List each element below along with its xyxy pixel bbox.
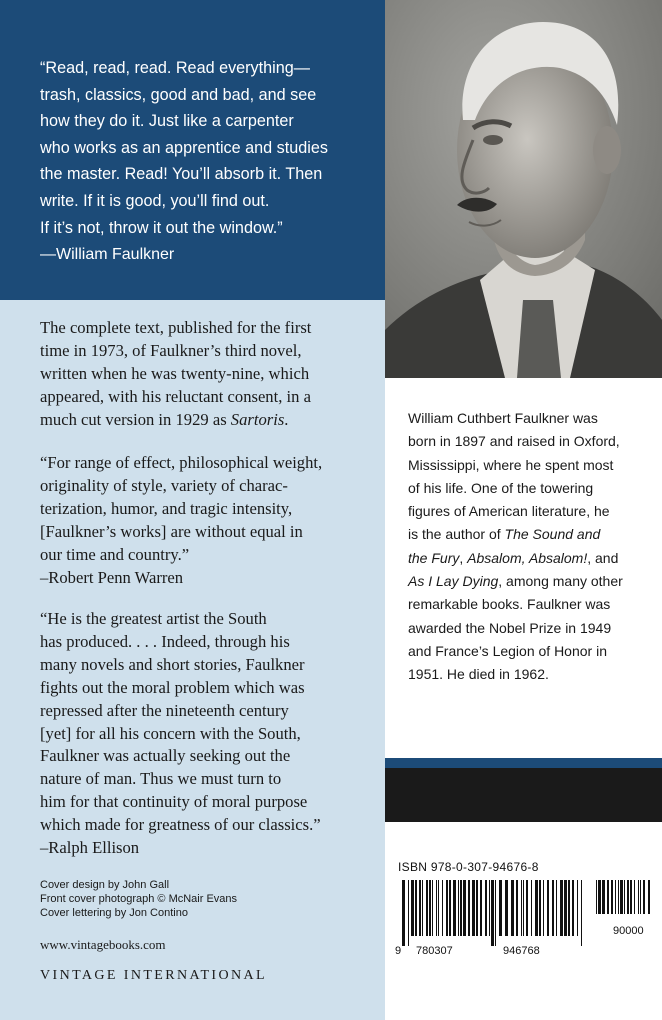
barcode-bar (511, 880, 514, 936)
barcode-bar (572, 880, 574, 936)
barcode-bar (411, 880, 414, 936)
bio-line: 1951. He died in 1962. (408, 666, 549, 683)
praise-line: repressed after the nineteenth century (40, 700, 289, 720)
barcode-bar (624, 880, 625, 914)
description-text: much cut version in 1929 as (40, 409, 231, 429)
praise-line: “For range of effect, philosophical weight, (40, 453, 323, 472)
barcode-bar (463, 880, 466, 936)
faulkner-quote (40, 55, 370, 241)
author-bio (408, 407, 653, 687)
praise-line: terization, humor, and tragic intensity, (40, 498, 293, 518)
praise-line: which made for greatness of our classics.” (40, 815, 321, 835)
barcode-bar (547, 880, 549, 936)
description-line: written when he was twenty-nine, which (40, 363, 310, 383)
barcode-bar (432, 880, 433, 936)
barcode-bar (598, 880, 601, 914)
quote-line: write. If it is good, you’ll find out. (40, 191, 270, 210)
barcode-bar (446, 880, 448, 936)
barcode-bar (618, 880, 619, 914)
barcode-bar (596, 880, 597, 914)
barcode-bar (429, 880, 431, 936)
barcode-bar (648, 880, 650, 914)
praise-line: him for that continuity of moral purpose (40, 792, 308, 812)
praise-line: many novels and short stories, Faulkner (40, 654, 305, 674)
barcode-bar (402, 880, 405, 946)
barcode-bar (552, 880, 554, 936)
barcode-bar (630, 880, 632, 914)
barcode-bar (564, 880, 567, 936)
bio-text: , and (587, 549, 619, 566)
barcode-bar (516, 880, 518, 936)
description-line (40, 409, 375, 432)
praise-line: originality of style, variety of charac- (40, 475, 288, 495)
barcode-bar (539, 880, 541, 936)
quote-line: how they do it. Just like a carpenter (40, 112, 294, 131)
praise-line: Faulkner was actually seeking out the (40, 746, 291, 766)
description-line: The complete text, published for the first (40, 318, 312, 337)
praise-line: nature of man. Thus we must turn to (40, 769, 282, 789)
barcode-bar (643, 880, 645, 914)
isbn-barcode (398, 880, 588, 946)
barcode-bar (436, 880, 437, 936)
praise-line: has produced. . . . Indeed, through his (40, 631, 290, 651)
praise-warren (40, 452, 375, 589)
book-title: The Sound and (504, 526, 601, 543)
barcode-bar (476, 880, 478, 936)
bio-line: of his life. One of the towering (408, 479, 594, 496)
barcode-digits-left: 780307 (416, 945, 453, 957)
barcode-bar (442, 880, 443, 936)
barcode-addon-digits: 90000 (613, 925, 644, 937)
barcode-bar (556, 880, 557, 936)
barcode-bar (634, 880, 635, 914)
book-description (40, 317, 375, 432)
barcode-bar (526, 880, 528, 936)
barcode-bar (468, 880, 470, 936)
praise-line: fights out the moral problem which was (40, 677, 305, 697)
bio-line (408, 547, 653, 570)
barcode-bar (615, 880, 616, 914)
praise-attribution: –Robert Penn Warren (40, 567, 184, 587)
barcode-bar (491, 880, 494, 946)
cover-credits (40, 878, 237, 920)
praise-line: our time and country.” (40, 544, 190, 564)
barcode-bar (422, 880, 423, 936)
barcode-bar (489, 880, 490, 936)
barcode-bar (581, 880, 582, 946)
barcode-bar (602, 880, 605, 914)
barcode-bar (408, 880, 409, 946)
bio-line: awarded the Nobel Prize in 1949 (408, 619, 612, 636)
accent-stripe (385, 758, 662, 768)
barcode-bar (640, 880, 641, 914)
barcode-bar (568, 880, 570, 936)
bio-text: , (459, 549, 468, 566)
barcode-bar (415, 880, 417, 936)
barcode-bar (543, 880, 544, 936)
description-text: . (284, 409, 289, 429)
barcode-lead-digit: 9 (395, 945, 402, 957)
barcode-bar (419, 880, 421, 936)
quote-line: If it’s not, throw it out the window.” (40, 218, 283, 237)
barcode-digits-right: 946768 (503, 945, 540, 957)
description-line: time in 1973, of Faulkner’s third novel, (40, 340, 302, 360)
credit-line: Cover lettering by Jon Contino (40, 907, 188, 919)
praise-attribution: –Ralph Ellison (40, 838, 140, 858)
praise-line: [Faulkner’s works] are without equal in (40, 521, 303, 541)
praise-line: [yet] for all his concern with the South, (40, 723, 301, 743)
price-addon-barcode (592, 880, 654, 924)
bio-text: , among many other (498, 573, 623, 590)
barcode-bar (523, 880, 524, 936)
quote-line: who works as an apprentice and studies (40, 138, 328, 157)
quote-attribution: —William Faulkner (40, 246, 175, 263)
barcode-bar (620, 880, 623, 914)
barcode-bar (480, 880, 482, 936)
book-title-sartoris: Sartoris (230, 409, 285, 429)
bio-line (408, 570, 653, 593)
barcode-bar (521, 880, 522, 936)
barcode-bar (495, 880, 496, 946)
barcode-bar (607, 880, 609, 914)
barcode-bar (472, 880, 475, 936)
barcode-bar (505, 880, 508, 936)
bio-line: figures of American literature, he (408, 503, 610, 520)
barcode-bar (531, 880, 532, 936)
barcode-bar (499, 880, 502, 936)
barcode-bar (535, 880, 538, 936)
barcode-bar (638, 880, 639, 914)
barcode-bar (611, 880, 613, 914)
publisher-imprint: VINTAGE INTERNATIONAL (40, 968, 267, 983)
barcode-bar (458, 880, 459, 936)
book-title: As I Lay Dying (408, 573, 499, 590)
bio-line: and France’s Legion of Honor in (408, 642, 607, 659)
quote-line: “Read, read, read. Read everything— (40, 59, 310, 77)
barcode-bar (438, 880, 439, 936)
author-photo (385, 0, 662, 378)
praise-line: “He is the greatest artist the South (40, 609, 267, 628)
bio-line: remarkable books. Faulkner was (408, 596, 611, 613)
credit-line: Front cover photograph © McNair Evans (40, 893, 238, 905)
bio-line (408, 523, 653, 546)
bio-line: William Cuthbert Faulkner was (408, 410, 598, 426)
barcode-bar (577, 880, 578, 936)
publisher-website: www.vintagebooks.com (40, 937, 166, 952)
barcode-bar (453, 880, 456, 936)
quote-line: the master. Read! You’ll absorb it. Then (40, 165, 323, 184)
bio-line: Mississippi, where he spent most (408, 456, 614, 473)
barcode-bar (426, 880, 428, 936)
quote-line: trash, classics, good and bad, and see (40, 85, 317, 104)
bio-text: is the author of (408, 526, 505, 543)
bio-line: born in 1897 and raised in Oxford, (408, 433, 620, 450)
barcode-bar (485, 880, 487, 936)
book-title: the Fury (408, 549, 460, 566)
credit-line: Cover design by John Gall (40, 879, 170, 891)
description-line: appeared, with his reluctant consent, in a (40, 386, 311, 406)
barcode-bar (460, 880, 462, 936)
barcode-bar (449, 880, 451, 936)
isbn-label: ISBN 978-0-307-94676-8 (398, 860, 539, 874)
book-title: Absalom, Absalom! (467, 549, 588, 566)
price-bar (385, 768, 662, 822)
barcode-bar (627, 880, 629, 914)
barcode-bar (560, 880, 563, 936)
praise-ellison (40, 608, 375, 860)
author-portrait-illustration (385, 0, 662, 378)
